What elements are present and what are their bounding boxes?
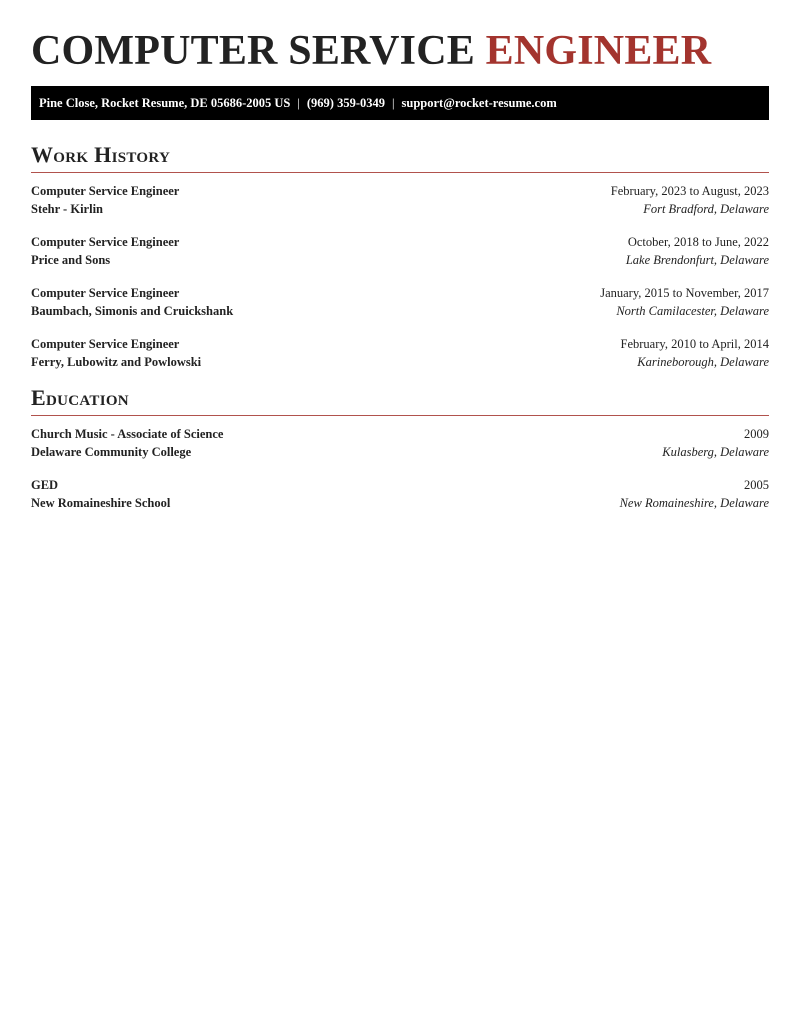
work-entry xyxy=(31,233,769,269)
resume-title xyxy=(31,0,769,73)
education-list xyxy=(31,425,769,512)
school-name: New Romaineshire School xyxy=(31,496,171,510)
job-location: Karineborough, Delaware xyxy=(637,355,769,369)
job-title: Computer Service Engineer xyxy=(31,235,180,249)
school-location: Kulasberg, Delaware xyxy=(662,445,769,459)
school-name: Delaware Community College xyxy=(31,445,192,459)
work-history-heading: Work History xyxy=(31,142,171,167)
job-title: Computer Service Engineer xyxy=(31,337,180,351)
work-entry xyxy=(31,182,769,218)
work-history-list xyxy=(31,182,769,371)
education-entry xyxy=(31,425,769,461)
job-dates: October, 2018 to June, 2022 xyxy=(627,235,769,249)
work-entry xyxy=(31,284,769,320)
graduation-year: 2005 xyxy=(744,478,769,492)
education-section xyxy=(31,385,769,512)
contact-separator: | xyxy=(392,96,395,110)
degree: GED xyxy=(31,478,59,492)
job-location: Fort Bradford, Delaware xyxy=(643,202,769,216)
job-title: Computer Service Engineer xyxy=(31,286,180,300)
education-heading: Education xyxy=(31,385,129,410)
section-divider xyxy=(31,415,769,416)
company-name: Stehr - Kirlin xyxy=(31,202,103,216)
contact-separator: | xyxy=(297,96,300,110)
job-dates: February, 2010 to April, 2014 xyxy=(620,337,769,351)
section-divider xyxy=(31,172,769,173)
job-location: Lake Brendonfurt, Delaware xyxy=(625,253,769,267)
contact-phone: (969) 359-0349 xyxy=(306,96,386,110)
job-title: Computer Service Engineer xyxy=(31,184,180,198)
contact-bar xyxy=(31,86,769,120)
job-location: North Camilacester, Delaware xyxy=(616,304,769,318)
title-main: COMPUTER SERVICE xyxy=(31,28,475,74)
job-dates: January, 2015 to November, 2017 xyxy=(600,286,769,300)
degree: Church Music - Associate of Science xyxy=(31,427,224,441)
contact-email: support@rocket-resume.com xyxy=(401,96,557,110)
work-entry xyxy=(31,335,769,371)
company-name: Price and Sons xyxy=(31,253,111,267)
education-entry xyxy=(31,476,769,512)
title-accent: ENGINEER xyxy=(485,28,712,74)
job-dates: February, 2023 to August, 2023 xyxy=(610,184,769,198)
company-name: Baumbach, Simonis and Cruickshank xyxy=(31,304,234,318)
school-location: New Romaineshire, Delaware xyxy=(619,496,769,510)
work-history-section xyxy=(31,142,769,371)
company-name: Ferry, Lubowitz and Powlowski xyxy=(31,355,202,369)
contact-address: Pine Close, Rocket Resume, DE 05686-2005 US xyxy=(39,96,291,110)
graduation-year: 2009 xyxy=(744,427,769,441)
